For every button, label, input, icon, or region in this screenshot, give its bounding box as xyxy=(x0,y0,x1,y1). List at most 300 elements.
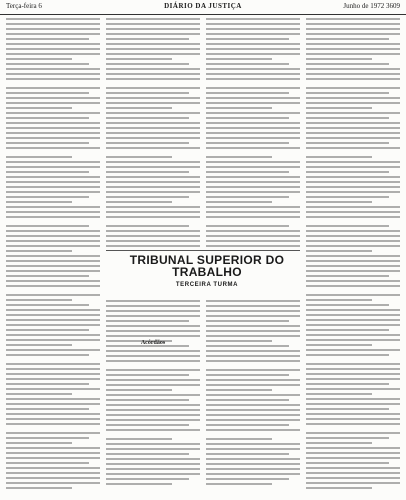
text-line xyxy=(6,275,89,277)
text-line xyxy=(306,413,400,415)
text-line xyxy=(206,122,300,124)
text-line xyxy=(6,324,100,326)
text-line xyxy=(106,240,200,242)
text-column-3-lower xyxy=(206,300,300,488)
text-line xyxy=(6,122,100,124)
text-line xyxy=(106,43,200,45)
text-line xyxy=(6,270,100,272)
text-line xyxy=(106,419,200,421)
text-line xyxy=(106,355,200,357)
text-line xyxy=(306,122,400,124)
text-line xyxy=(306,393,372,395)
text-line xyxy=(6,196,89,198)
text-line xyxy=(306,112,400,114)
text-line xyxy=(6,147,100,149)
text-line xyxy=(206,68,300,70)
text-line xyxy=(306,127,400,129)
text-line xyxy=(6,432,100,434)
text-line xyxy=(106,320,189,322)
text-line xyxy=(206,171,289,173)
text-line xyxy=(106,147,200,149)
text-line xyxy=(306,462,389,464)
page-header xyxy=(0,0,406,15)
text-line xyxy=(6,447,100,449)
text-line xyxy=(206,92,289,94)
text-line xyxy=(306,48,400,50)
text-line xyxy=(306,403,400,405)
text-line xyxy=(306,418,400,420)
text-line xyxy=(206,112,300,114)
judgments-heading: Acórdãos xyxy=(140,340,166,346)
text-line xyxy=(6,467,100,469)
text-line xyxy=(206,18,300,20)
text-line xyxy=(106,58,172,60)
text-line xyxy=(106,448,200,450)
text-line xyxy=(206,97,300,99)
text-line xyxy=(306,53,400,55)
text-line xyxy=(306,43,400,45)
text-line xyxy=(6,319,100,321)
text-line xyxy=(206,87,300,89)
text-column-2-lower xyxy=(106,300,200,488)
text-line xyxy=(106,300,200,302)
text-line xyxy=(106,453,189,455)
text-line xyxy=(306,472,400,474)
text-line xyxy=(306,378,400,380)
text-line xyxy=(206,453,289,455)
text-line xyxy=(6,171,89,173)
text-line xyxy=(106,360,200,362)
text-line xyxy=(6,137,100,139)
text-line xyxy=(6,304,89,306)
text-line xyxy=(206,117,289,119)
text-line xyxy=(6,423,100,425)
text-line xyxy=(6,413,100,415)
text-line xyxy=(106,63,189,65)
text-line xyxy=(106,438,172,440)
text-line xyxy=(206,300,300,302)
text-line xyxy=(206,374,289,376)
text-line xyxy=(206,384,300,386)
text-line xyxy=(106,216,200,218)
text-line xyxy=(106,117,189,119)
text-line xyxy=(306,408,389,410)
text-line xyxy=(306,156,372,158)
text-line xyxy=(306,324,400,326)
text-line xyxy=(306,58,372,60)
text-line xyxy=(106,127,200,129)
text-line xyxy=(106,235,200,237)
text-line xyxy=(6,230,100,232)
text-line xyxy=(6,398,100,400)
text-line xyxy=(206,320,289,322)
text-line xyxy=(6,457,100,459)
text-line xyxy=(6,240,100,242)
text-line xyxy=(6,87,100,89)
text-line xyxy=(206,73,300,75)
text-line xyxy=(106,468,200,470)
text-line xyxy=(106,137,200,139)
text-line xyxy=(306,354,389,356)
text-line xyxy=(6,97,100,99)
text-line xyxy=(306,270,400,272)
text-line xyxy=(206,191,300,193)
text-line xyxy=(106,28,200,30)
text-line xyxy=(306,349,400,351)
text-line xyxy=(106,78,200,80)
text-line xyxy=(6,314,100,316)
text-line xyxy=(206,196,289,198)
text-line xyxy=(306,225,389,227)
text-line xyxy=(6,245,100,247)
text-line xyxy=(6,393,72,395)
text-line xyxy=(6,482,100,484)
text-line xyxy=(106,404,200,406)
text-line xyxy=(6,132,100,134)
text-line xyxy=(206,345,289,347)
text-line xyxy=(6,339,100,341)
text-line xyxy=(206,379,300,381)
text-line xyxy=(106,443,200,445)
text-line xyxy=(6,452,100,454)
text-line xyxy=(106,53,200,55)
text-line xyxy=(306,107,372,109)
text-line xyxy=(6,418,100,420)
text-line xyxy=(6,294,100,296)
text-line xyxy=(6,107,72,109)
text-line xyxy=(206,245,300,247)
text-line xyxy=(106,201,172,203)
text-line xyxy=(106,305,200,307)
text-line xyxy=(306,482,400,484)
text-line xyxy=(206,166,300,168)
text-line xyxy=(106,206,200,208)
text-line xyxy=(6,92,89,94)
text-line xyxy=(106,48,200,50)
text-line xyxy=(306,398,400,400)
text-line xyxy=(306,137,400,139)
text-line xyxy=(206,235,300,237)
text-line xyxy=(6,354,89,356)
text-line xyxy=(206,107,272,109)
text-line xyxy=(106,122,200,124)
text-line xyxy=(206,63,289,65)
text-line xyxy=(206,186,300,188)
text-line xyxy=(106,310,200,312)
text-line xyxy=(6,53,100,55)
text-line xyxy=(106,473,200,475)
text-line xyxy=(106,478,189,480)
text-line xyxy=(106,384,200,386)
text-line xyxy=(106,107,172,109)
text-line xyxy=(206,156,272,158)
text-line xyxy=(306,467,400,469)
text-line xyxy=(6,28,100,30)
text-line xyxy=(106,97,200,99)
text-line xyxy=(306,280,400,282)
text-line xyxy=(306,166,400,168)
text-line xyxy=(106,315,200,317)
text-line xyxy=(306,87,400,89)
text-line xyxy=(106,429,200,431)
text-line xyxy=(306,18,400,20)
text-line xyxy=(206,240,300,242)
text-line xyxy=(106,245,200,247)
text-line xyxy=(6,437,89,439)
date-page: Junho de 1972 3609 xyxy=(343,2,400,10)
text-line xyxy=(206,369,300,371)
text-line xyxy=(6,206,100,208)
section-banner xyxy=(124,254,290,288)
text-line xyxy=(306,216,400,218)
text-line xyxy=(306,142,389,144)
text-line xyxy=(106,458,200,460)
text-line xyxy=(106,73,200,75)
text-line xyxy=(6,225,89,227)
text-line xyxy=(206,429,300,431)
text-line xyxy=(106,463,200,465)
text-line xyxy=(6,63,89,65)
text-line xyxy=(6,117,89,119)
text-line xyxy=(6,33,100,35)
text-line xyxy=(6,161,100,163)
text-line xyxy=(206,473,300,475)
text-line xyxy=(106,112,200,114)
text-line xyxy=(306,363,400,365)
text-line xyxy=(6,442,72,444)
text-line xyxy=(306,437,389,439)
text-line xyxy=(6,260,100,262)
text-line xyxy=(106,483,172,485)
text-line xyxy=(206,335,300,337)
text-line xyxy=(106,394,200,396)
text-line xyxy=(206,216,300,218)
text-line xyxy=(206,102,300,104)
text-line xyxy=(306,388,400,390)
text-line xyxy=(306,250,372,252)
text-line xyxy=(106,166,200,168)
text-line xyxy=(206,468,300,470)
text-column-4 xyxy=(306,18,400,492)
text-line xyxy=(6,38,89,40)
text-line xyxy=(306,334,400,336)
text-line xyxy=(206,463,300,465)
text-line xyxy=(306,447,400,449)
text-line xyxy=(106,33,200,35)
text-line xyxy=(106,142,189,144)
text-line xyxy=(306,92,389,94)
text-line xyxy=(306,28,400,30)
text-line xyxy=(306,423,400,425)
text-line xyxy=(206,28,300,30)
text-line xyxy=(206,206,300,208)
text-line xyxy=(306,196,389,198)
text-line xyxy=(106,379,200,381)
text-line xyxy=(306,38,389,40)
text-line xyxy=(106,325,200,327)
text-line xyxy=(306,457,400,459)
text-line xyxy=(306,477,400,479)
text-line xyxy=(6,477,100,479)
text-line xyxy=(6,48,100,50)
text-line xyxy=(306,452,400,454)
text-line xyxy=(206,305,300,307)
text-line xyxy=(306,265,400,267)
text-line xyxy=(6,344,72,346)
text-line xyxy=(206,137,300,139)
text-line xyxy=(6,142,89,144)
text-line xyxy=(306,161,400,163)
text-line xyxy=(106,132,200,134)
text-line xyxy=(6,462,89,464)
text-line xyxy=(6,156,72,158)
text-line xyxy=(6,211,100,213)
text-line xyxy=(6,201,72,203)
text-line xyxy=(6,373,100,375)
text-line xyxy=(6,18,100,20)
text-line xyxy=(306,319,400,321)
text-line xyxy=(206,340,272,342)
text-line xyxy=(306,63,389,65)
text-line xyxy=(306,181,400,183)
text-line xyxy=(206,330,300,332)
text-line xyxy=(106,196,189,198)
text-line xyxy=(206,448,300,450)
text-line xyxy=(306,245,400,247)
text-line xyxy=(206,38,289,40)
text-line xyxy=(106,18,200,20)
text-line xyxy=(306,186,400,188)
text-column-1 xyxy=(6,18,100,492)
text-line xyxy=(6,349,100,351)
text-line xyxy=(6,250,72,252)
text-line xyxy=(206,161,300,163)
text-line xyxy=(106,369,200,371)
text-line xyxy=(206,360,300,362)
text-line xyxy=(6,176,100,178)
text-line xyxy=(306,368,400,370)
text-line xyxy=(306,383,389,385)
text-line xyxy=(206,419,300,421)
text-line xyxy=(206,127,300,129)
text-line xyxy=(6,127,100,129)
text-line xyxy=(306,432,400,434)
text-line xyxy=(6,181,100,183)
text-line xyxy=(6,78,100,80)
text-line xyxy=(6,363,100,365)
text-line xyxy=(6,487,72,489)
text-line xyxy=(206,438,272,440)
section-title: TRIBUNAL SUPERIOR DO TRABALHO xyxy=(129,253,285,279)
text-line xyxy=(306,373,400,375)
text-line xyxy=(206,142,289,144)
text-line xyxy=(106,68,200,70)
text-line xyxy=(106,176,200,178)
section-subtitle: TERCEIRA TURMA xyxy=(175,282,239,288)
text-line xyxy=(306,132,400,134)
text-line xyxy=(6,43,100,45)
text-line xyxy=(206,483,272,485)
text-line xyxy=(106,424,189,426)
text-line xyxy=(206,315,300,317)
text-line xyxy=(6,235,100,237)
text-line xyxy=(306,23,400,25)
text-line xyxy=(106,87,200,89)
text-line xyxy=(106,374,189,376)
text-line xyxy=(6,186,100,188)
text-line xyxy=(206,394,300,396)
text-line xyxy=(6,334,100,336)
text-line xyxy=(206,478,289,480)
text-line xyxy=(6,112,100,114)
text-line xyxy=(106,225,189,227)
text-line xyxy=(206,211,300,213)
text-line xyxy=(6,329,89,331)
text-line xyxy=(206,53,300,55)
text-line xyxy=(306,102,400,104)
text-line xyxy=(206,147,300,149)
text-line xyxy=(106,389,172,391)
text-line xyxy=(6,285,100,287)
text-line xyxy=(6,23,100,25)
text-line xyxy=(206,458,300,460)
text-line xyxy=(206,443,300,445)
text-line xyxy=(106,92,189,94)
text-line xyxy=(106,181,200,183)
text-line xyxy=(6,403,100,405)
text-line xyxy=(106,191,200,193)
text-line xyxy=(206,33,300,35)
text-line xyxy=(6,408,89,410)
text-line xyxy=(106,156,172,158)
text-line xyxy=(6,368,100,370)
text-line xyxy=(306,255,400,257)
text-line xyxy=(306,339,400,341)
text-line xyxy=(206,230,300,232)
text-line xyxy=(206,325,300,327)
text-line xyxy=(206,355,300,357)
text-line xyxy=(206,225,289,227)
text-line xyxy=(6,299,72,301)
text-line xyxy=(206,424,289,426)
text-line xyxy=(106,230,200,232)
text-line xyxy=(6,216,100,218)
text-line xyxy=(206,414,300,416)
text-line xyxy=(306,329,389,331)
text-line xyxy=(6,73,100,75)
text-line xyxy=(306,73,400,75)
text-line xyxy=(6,58,72,60)
text-line xyxy=(206,399,289,401)
text-line xyxy=(306,344,372,346)
text-line xyxy=(306,147,400,149)
text-line xyxy=(306,309,400,311)
text-line xyxy=(306,206,400,208)
publication-title: DIÁRIO DA JUSTIÇA xyxy=(164,2,242,10)
text-line xyxy=(306,176,400,178)
text-line xyxy=(206,404,300,406)
text-column-2 xyxy=(106,18,200,250)
text-line xyxy=(6,309,100,311)
text-line xyxy=(6,388,100,390)
text-line xyxy=(106,399,189,401)
text-line xyxy=(306,240,400,242)
text-line xyxy=(206,23,300,25)
text-line xyxy=(106,335,200,337)
text-line xyxy=(306,314,400,316)
text-line xyxy=(6,191,100,193)
text-line xyxy=(306,211,400,213)
